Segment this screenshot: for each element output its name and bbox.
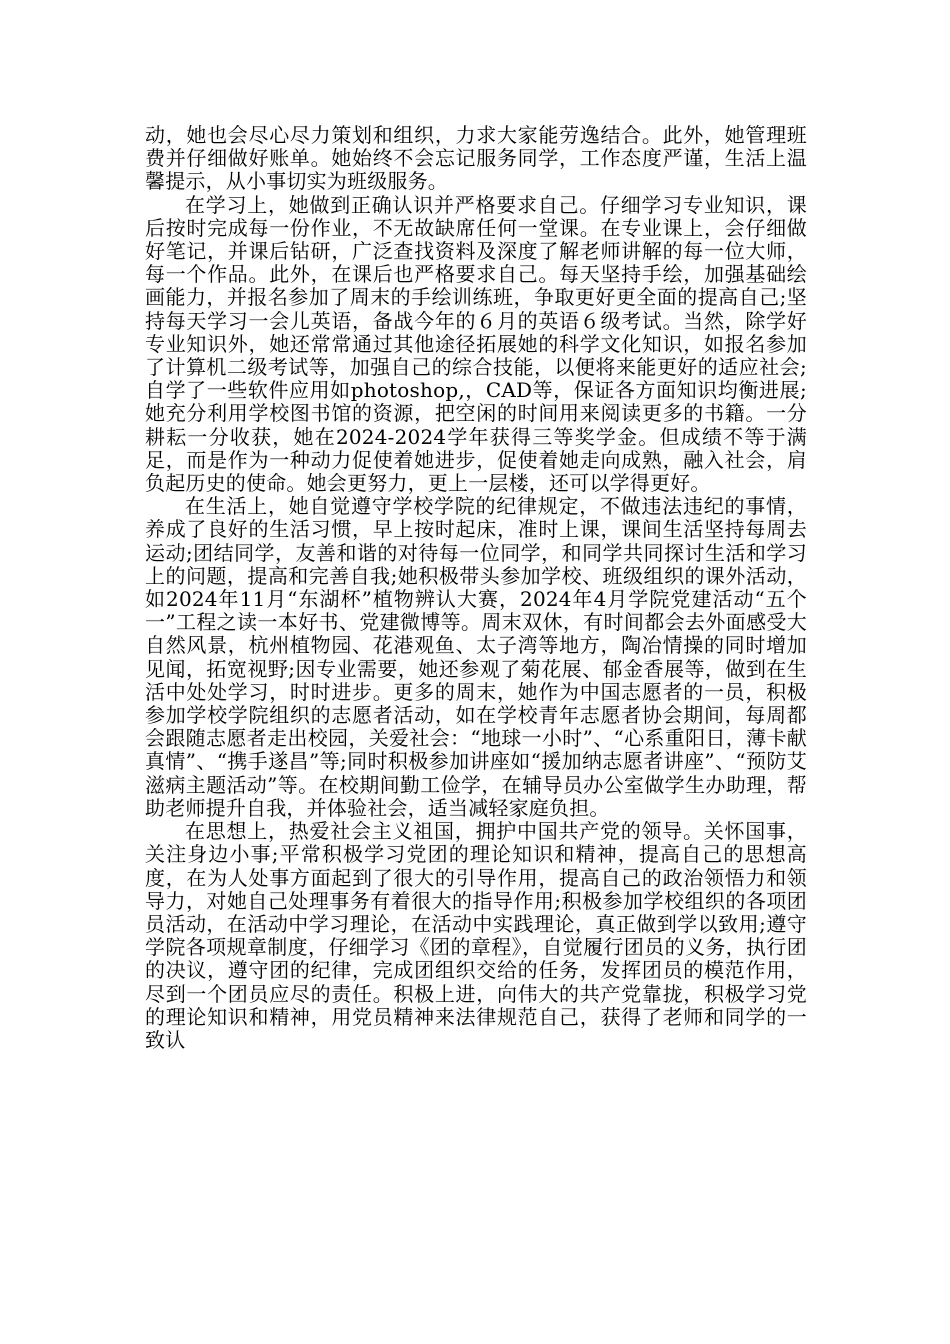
paragraph-service: 动，她也会尽心尽力策划和组织，力求大家能劳逸结合。此外，她管理班费并仔细做好账单。她始终不会忘记服务同学，工作态度严谨，生活上温馨提示，从小事切实为班级服务。 [145, 123, 807, 194]
paragraph-study: 在学习上，她做到正确认识并严格要求自己。仔细学习专业知识，课后按时完成每一份作业，不无故缺席任何一堂课。在专业课上，会仔细做好笔记，并课后钻研，广泛查找资料及深度了解老师讲解的每一位大师，每一个作品。此外，在课后也严格要求自己。每天坚持手绘，加强基础绘画能力，并报名参加了周末的手绘训练班，争取更好更全面的提高自己;坚持每天学习一会儿英语，备战今年的６月的英语６级考试。当然，除学好专业知识外，她还常常通过其他途径拓展她的科学文化知识，如报名参加了计算机二级考试等，加强自己的综合技能，以便将来能更好的适应社会;自学了一些软件应用如photoshop,，CAD等，保证各方面知识均衡进展;她充分利用学校图书馆的资源，把空闲的时间用来阅读更多的书籍。一分耕耘一分收获，她在2024-2024学年获得三等奖学金。但成绩不等于满足，而是作为一种动力促使着她进步，促使着她走向成熟，融入社会，肩负起历史的使命。她会更努力，更上一层楼，还可以学得更好。 [145, 192, 807, 496]
paragraph-ideology: 在思想上，热爱社会主义祖国，拥护中国共产党的领导。关怀国事，关注身边小事;平常积极学习党团的理论知识和精神，提高自己的思想高度，在为人处事方面起到了很大的引导作用，提高自己的政治领悟力和领导力，对她自己处理事务有着很大的指导作用;积极参加学校组织的各项团员活动，在活动中学习理论，在活动中实践理论，真正做到学以致用;遵守学院各项规章制度，仔细学习《团的章程》，自觉履行团员的义务，执行团的决议，遵守团的纪律，完成团组织交给的任务，发挥团员的模范作用，尽到一个团员应尽的责任。积极上进，向伟大的共产党靠拢，积极学习党的理论知识和精神，用党员精神来法律规范自己，获得了老师和同学的一致认 [145, 819, 807, 1052]
document-body [145, 124, 807, 1052]
paragraph-life: 在生活上，她自觉遵守学校学院的纪律规定，不做违法违纪的事情，养成了良好的生活习惯，早上按时起床，准时上课，课间生活坚持每周去运动;团结同学，友善和谐的对待每一位同学，和同学共同探讨生活和学习上的问题，提高和完善自我;她积极带头参加学校、班级组织的课外活动，如2024年11月“东湖杯”植物辨认大赛，2024年4月学院党建活动“五个一”工程之读一本好书、党建微博等。周末双休，有时间都会去外面感受大自然风景，杭州植物园、花港观鱼、太子湾等地方，陶冶情操的同时增加见闻，拓宽视野;因专业需要，她还参观了菊花展、郁金香展等，做到在生活中处处学习，时时进步。更多的周末，她作为中国志愿者的一员，积极参加学校学院组织的志愿者活动，如在学校青年志愿者协会期间，每周都会跟随志愿者走出校园，关爱社会：“地球一小时”、“心系重阳日，薄卡献真情”、“携手遂昌”等;同时积极参加讲座如“援加纳志愿者讲座”、“预防艾滋病主题活动”等。在校期间勤工俭学，在辅导员办公室做学生办助理，帮助老师提升自我，并体验社会，适当减轻家庭负担。 [145, 494, 807, 820]
